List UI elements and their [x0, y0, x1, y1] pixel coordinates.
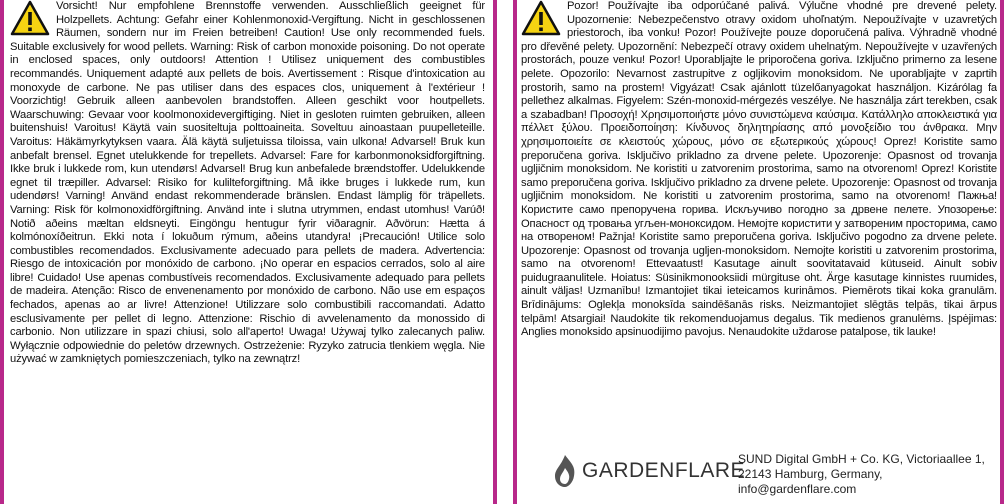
brand-name: GARDENFLARE: [582, 459, 746, 482]
frame-divider-right: [513, 0, 517, 504]
warning-triangle-icon: [10, 0, 50, 36]
frame-right-border: [1000, 0, 1004, 504]
company-address: [738, 452, 997, 497]
frame-left-border: [0, 0, 4, 504]
warning-triangle-icon: [521, 0, 561, 36]
flame-logo-icon: [552, 454, 578, 488]
address-line-1: SUND Digital GmbH + Co. KG, Victoriaallee 1,: [738, 452, 985, 466]
footer: [521, 440, 997, 502]
address-line-2: 22143 Hamburg, Germany, info@gardenflare.com: [738, 467, 883, 496]
right-warning-text: Pozor! Používajte iba odporúčané palivá. Výlučne vhodné pre drevené pelety. Upozornenie: Nebezpečenstvo otravy oxidom uhoľnatým. Nepoužívajte v uzavretých priestoroch, iba vonku! Pozor! Používejte pouze doporučená paliva. Výhradně vhodné pro dřevěné pelety. Upozornění: Nebezpečí otravy oxidem uhelnatým. Nepoužívejte v uzavřených prostorách, pouze venku! Pozor! Uporabljajte le priporočena goriva. Izključno primerno za lesene pelete. Opozorilo: Nevarnost zastrupitve z ogljikovim monoksidom. Ne uporabljajte v zaprtih prostorih, samo na prostem! Vigyázat! Csak ajánlott tüzelőanyagokat használjon. Kizárólag fa pellethez alkalmas. Figyelem: Szén-monoxid-mérgezés veszélye. Ne használja zárt terekben, csak a szabadban! Προσοχή! Χρησιμοποιήστε μόνο συνιστώμενα καύσιμα. Κατάλληλο αποκλειστικά για πέλλετ ξύλου. Προειδοποίηση: Κίνδυνος δηλητηρίασης από μονοξείδιο του άνθρακα. Μην χρησιμοποιείτε σε κλειστούς χώρους, μόνο σε εξωτερικούς χώρους! Oprez! Koristite samo preporučena goriva. Isključivo prikladno za drvene pelete. Upozorenje: Opasnost od trovanja ugljičnim monoksidom. Ne koristiti u zatvorenim prostorima, samo na otvorenom! Oprez! Koristite samo preporučena goriva. Isključivo prikladno za drvene pelete. Upozorenje: Opasnost od trovanja ugljičnim monoksidom. Ne koristiti u zatvorenim prostorima, samo na otvorenom! Пажња! Користите само препоручена горива. Искључиво погодно за дрвене пелете. Упозорење: Опасност од тровања угљен-моноксидом. Немојте користити у затвореним просторима, само на отвореном! Pažnja! Koristite samo preporučena goriva. Isključivo pogodno za drvene pelete. Upozorenje: Opasnost od trovanja ugljen-monoksidom. Nemojte koristiti u zatvorenim prostorima, samo na otvorenom! Ettevaatust! Kasutage ainult soovitatavaid kütuseid. Ainult sobiv puidugraanulitele. Hoiatus: Süsinikmonooksiidi mürgituse oht. Ärge kasutage kinnistes ruumides, ainult väljas! Uzmanību! Izmantojiet tikai ieteicamos kurināmos. Piemērots tikai koka granulām. Brīdinājums: Oglekļa monoksīda saindēšanās risks. Neizmantojiet slēgtās telpās, tikai ārpus telpām! Atsargiai! Naudokite tik rekomenduojamus degalus. Tik medienos granulėms. Įspėjimas: Anglies monoksido apsinuodijimo pavojus. Nenaudokite uždarose patalpose, tik lauke!: [521, 0, 997, 339]
left-warning-column: [10, 0, 485, 504]
right-warning-column: [521, 0, 997, 500]
left-warning-text: Vorsicht! Nur empfohlene Brennstoffe verwenden. Ausschließlich geeignet für Holzpellets. Achtung: Gefahr einer Kohlenmonoxid-Vergiftung. Nicht in geschlossenen Räumen, sondern nur im Freien betreiben! Caution! Use only recommended fuels. Suitable exclusively for wood pellets. Warning: Risk of carbon monoxide poisoning. Do not operate in enclosed spaces, only outdoors! Attention ! Utilisez uniquement des combustibles recommandés. Uniquement adapté aux pellets de bois. Avertissement : Risque d'intoxication au monoxyde de carbone. Ne pas utiliser dans des espaces clos, uniquement à l'extérieur ! Voorzichtig! Gebruik alleen aanbevolen brandstoffen. Alleen geschikt voor houtpellets. Waarschuwing: Gevaar voor koolmonoxidevergiftiging. Niet in gesloten ruimten gebruiken, alleen buitenshuis! Varoitus! Käytä vain suositeltuja polttoaineita. Soveltuu ainoastaan puupelleteille. Varoitus: Häkämyrkytyksen vaara. Älä käytä suljetuissa tiloissa, vain ulkona! Advarsel! Bruk kun anbefalt brensel. Egnet utelukkende for trepellets. Advarsel: Fare for karbonmonoksidforgiftning. Ikke bruk i lukkede rom, kun utendørs! Advarsel! Brug kun anbefalede brændstoffer. Udelukkende egnet til træpiller. Advarsel: Risiko for kulilteforgiftning. Må ikke bruges i lukkede rum, kun udendørs! Varning! Använd endast rekommenderade bränslen. Endast lämplig för träpellets. Varning: Risk för kolmonoxidförgiftning. Använd inte i slutna utrymmen, endast utomhus! Varúð! Notið aðeins mæltan eldsneyti. Eingöngu hentugur fyrir viðaragnir. Aðvörun: Hætta á kolmónoxíðeitrun. Ekki nota í lokuðum rýmum, aðeins utandyra! ¡Precaución! Utilice solo combustibles recomendados. Exclusivamente adecuado para pellets de madera. Advertencia: Riesgo de intoxicación por monóxido de carbono. ¡No operar en espacios cerrados, solo al aire libre! Cuidado! Use apenas combustíveis recomendados. Exclusivamente adequado para pellets de madeira. Atenção: Risco de envenenamento por monóxido de carbono. Não use em espaços fechados, apenas ao ar livre! Attenzione! Utilizzare solo combustibili raccomandati. Adatto esclusivamente per pellet di legno. Attenzione: Rischio di avvelenamento da monossido di carbonio. Non utilizzare in spazi chiusi, solo all'aperto! Uwaga! Używaj tylko zalecanych paliw. Wyłącznie odpowiednie do peletów drzewnych. Ostrzeżenie: Ryzyko zatrucia tlenkiem węgla. Nie używać w zamkniętych pomieszczeniach, tylko na zewnątrz!: [10, 0, 485, 366]
frame-divider-left: [493, 0, 497, 504]
brand-logo: [552, 454, 745, 488]
